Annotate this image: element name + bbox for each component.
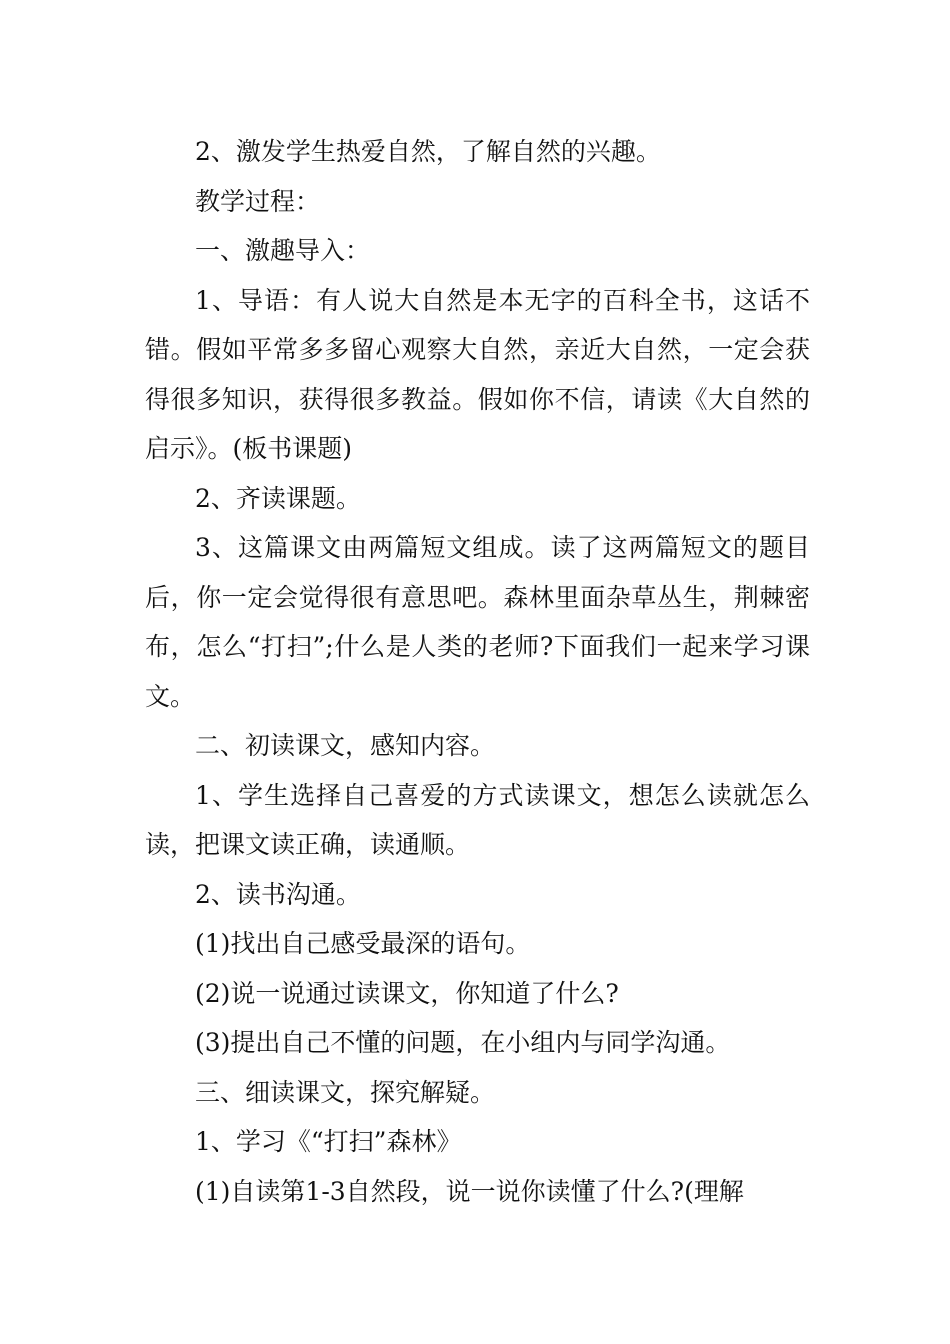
paragraph-study-1: 1、学习《“打扫”森林》 [195,1127,462,1156]
list-item-study-1: (1)自读第1-3自然段，说一说你读懂了什么?(理解 [195,1176,744,1206]
heading-section-2: 二、初读课文，感知内容。 [195,731,496,760]
heading-teaching-process: 教学过程： [195,186,321,216]
paragraph-intro-2: 2、齐读课题。 [195,483,361,513]
paragraph-read-1: 1、学生选择自己喜爱的方式读课文，想怎么读就怎么读，把课文读正确，读通顺。 [145,780,810,859]
paragraph-goal-2: 2、激发学生热爱自然，了解自然的兴趣。 [195,137,661,166]
document-body [145,127,810,1216]
heading-section-3: 三、细读课文，探究解疑。 [195,1077,496,1107]
paragraph-intro-3: 3、这篇课文由两篇短文组成。读了这两篇短文的题目后，你一定会觉得很有意思吧。森林里面杂草丛生，荆棘密布，怎么“打扫”;什么是人类的老师?下面我们一起来学习课文。 [145,533,810,711]
paragraph-intro-1: 1、导语：有人说大自然是本无字的百科全书，这话不错。假如平常多多留心观察大自然，亲近大自然，一定会获得很多知识，获得很多教益。假如你不信，请读《大自然的启示》。(板书课题) [145,285,810,463]
heading-section-1: 一、激趣导入： [195,236,371,265]
list-item-1: (1)找出自己感受最深的语句。 [195,929,531,958]
list-item-2: (2)说一说通过读课文，你知道了什么? [195,978,619,1008]
paragraph-read-2: 2、读书沟通。 [195,879,361,909]
list-item-3: (3)提出自己不懂的问题，在小组内与同学沟通。 [195,1028,731,1057]
